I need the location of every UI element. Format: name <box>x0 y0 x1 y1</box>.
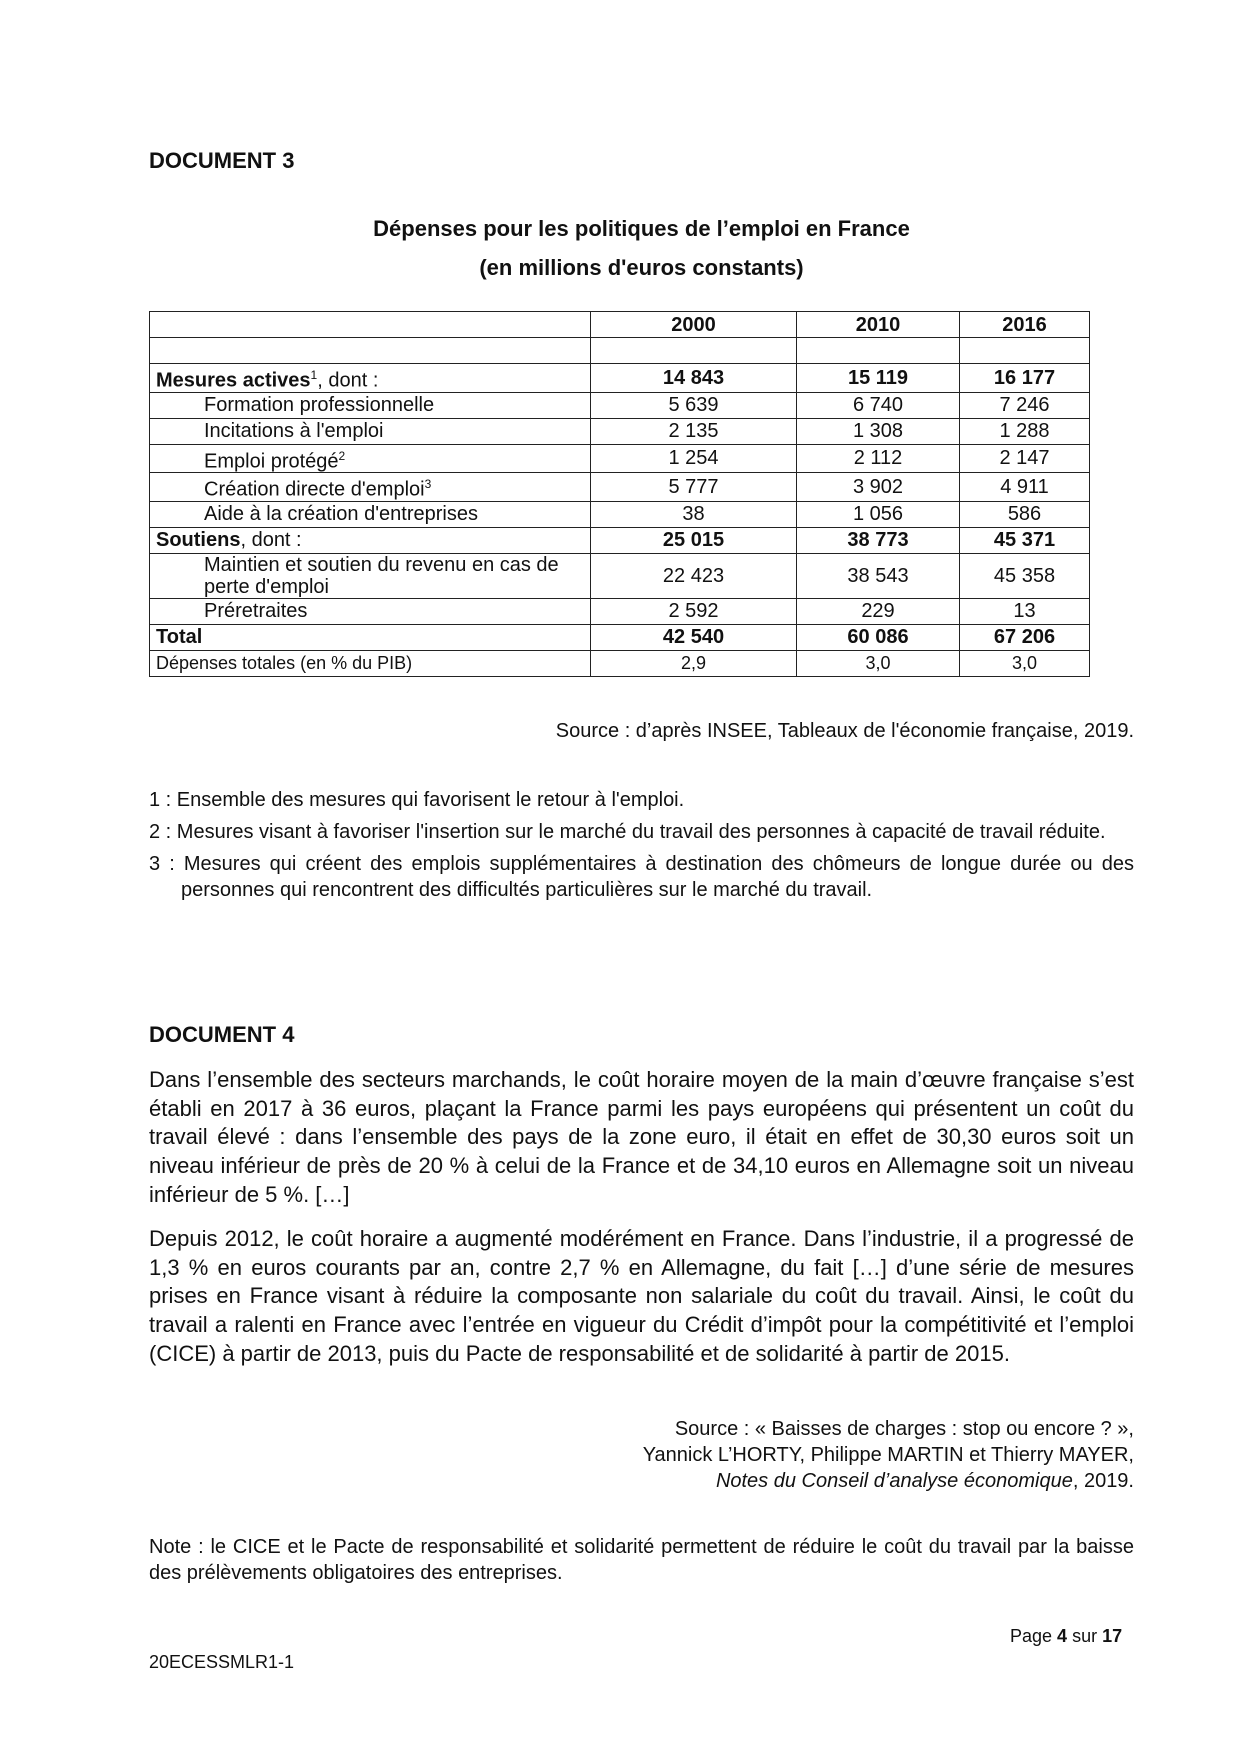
value-cell: 6 740 <box>797 392 960 418</box>
value-cell: 1 288 <box>960 418 1090 444</box>
value-cell: 16 177 <box>960 364 1090 393</box>
source-line <box>149 1468 1134 1494</box>
value-cell: 15 119 <box>797 364 960 393</box>
doc3-subtitle: (en millions d'euros constants) <box>479 255 804 280</box>
source-publication: Notes du Conseil d’analyse économique <box>715 1470 1073 1492</box>
row-label-text: Préretraites <box>204 600 308 623</box>
value-cell: 1 254 <box>591 444 797 473</box>
footnote-ref: 1 <box>310 368 318 382</box>
value-cell: 45 358 <box>960 553 1090 598</box>
page-number <box>1010 1626 1122 1647</box>
value-cell: 7 246 <box>960 392 1090 418</box>
row-label-text: Mesures actives <box>156 369 311 392</box>
table-row <box>150 473 1090 502</box>
table-row <box>150 364 1090 393</box>
page-total: 17 <box>1102 1626 1123 1646</box>
value-cell: 14 843 <box>591 364 797 393</box>
doc4-paragraph-2: Depuis 2012, le coût horaire a augmenté modérément en France. Dans l’industrie, il a progressé de 1,3 % en euros courants par an, contre 2,7 % en Allemagne, du fait […] d’une série de mesures prises en France visant à réduire la composante non salariale du coût du travail. Ainsi, le coût du travail a ralenti en France avec l’entrée en vigueur du Crédit d’impôt pour la compétitivité et l’emploi (CICE) à partir de 2013, puis du Pacte de responsabilité et de solidarité à partir de 2015. <box>149 1226 1134 1366</box>
row-label-text: Emploi protégé <box>204 450 339 473</box>
header-row <box>150 312 1090 338</box>
value-cell: 3,0 <box>797 650 960 676</box>
row-label-suffix: , dont : <box>240 529 302 552</box>
table-row <box>150 444 1090 473</box>
row-label <box>150 624 591 650</box>
row-label <box>150 444 591 473</box>
value-cell: 13 <box>960 598 1090 624</box>
row-label-text: Soutiens <box>156 529 241 552</box>
source-year: , 2019. <box>1072 1470 1134 1492</box>
value-cell: 60 086 <box>797 624 960 650</box>
value-cell: 45 371 <box>960 527 1090 553</box>
footnotes <box>149 787 1134 909</box>
footnote: 2 : Mesures visant à favoriser l'insertion sur le marché du travail des personnes à capacité de travail réduite. <box>149 821 1106 843</box>
cell <box>797 338 960 364</box>
footnote-ref: 3 <box>424 477 432 492</box>
row-label-text: Dépenses totales (en % du PIB) <box>156 653 413 674</box>
value-cell: 2 592 <box>591 598 797 624</box>
row-label-suffix: , dont : <box>317 369 379 392</box>
row-label <box>150 553 591 598</box>
value-cell: 22 423 <box>591 553 797 598</box>
header-cell <box>150 312 591 338</box>
doc4-heading: DOCUMENT 4 <box>149 1022 295 1047</box>
footnote: 3 : Mesures qui créent des emplois supplémentaires à destination des chômeurs de longue durée ou des personnes qui rencontrent des difficultés particulières sur le marché du travail. <box>149 853 1134 901</box>
cell <box>150 338 591 364</box>
row-label <box>150 598 591 624</box>
value-cell: 586 <box>960 501 1090 527</box>
value-cell: 1 308 <box>797 418 960 444</box>
value-cell: 3,0 <box>960 650 1090 676</box>
row-label <box>150 527 591 553</box>
table-row <box>150 501 1090 527</box>
year-header: 2010 <box>797 312 960 338</box>
page-current: 4 <box>1057 1626 1068 1646</box>
footnote-ref: 2 <box>338 448 346 463</box>
value-cell: 229 <box>797 598 960 624</box>
value-cell: 38 773 <box>797 527 960 553</box>
year-header: 2016 <box>960 312 1090 338</box>
source-line: Yannick L’HORTY, Philippe MARTIN et Thierry MAYER, <box>642 1444 1134 1466</box>
value-cell: 2 112 <box>797 444 960 473</box>
footnote: 1 : Ensemble des mesures qui favorisent le retour à l'emploi. <box>149 789 685 811</box>
row-label-text: Aide à la création d'entreprises <box>204 503 478 526</box>
row-label <box>150 473 591 502</box>
page-sep: sur <box>1067 1626 1103 1646</box>
doc4-paragraph-1: Dans l’ensemble des secteurs marchands, le coût horaire moyen de la main d’œuvre française s’est établi en 2017 à 36 euros, plaçant la France parmi les pays européens qui présentent un coût du travail élevé : dans l’ensemble des pays de la zone euro, il était en effet de 30,30 euros soit un niveau inférieur de près de 20 % à celui de la France et de 34,10 euros en Allemagne soit un niveau inférieur de 5 %. […] <box>149 1067 1134 1207</box>
row-label-text: Maintien et soutien du revenu en cas de perte d'emploi <box>204 553 559 598</box>
value-cell: 38 <box>591 501 797 527</box>
value-cell: 2,9 <box>591 650 797 676</box>
value-cell: 5 639 <box>591 392 797 418</box>
source-line: Source : « Baisses de charges : stop ou encore ? », <box>674 1418 1134 1440</box>
table-row <box>150 553 1090 598</box>
value-cell: 1 056 <box>797 501 960 527</box>
doc3-source: Source : d’après INSEE, Tableaux de l'économie française, 2019. <box>555 720 1134 742</box>
value-cell: 25 015 <box>591 527 797 553</box>
spending-table <box>149 311 1090 677</box>
table-row <box>150 598 1090 624</box>
row-label-text: Formation professionnelle <box>204 394 435 417</box>
table-row <box>150 418 1090 444</box>
table-row <box>150 392 1090 418</box>
row-label-text: Total <box>156 626 203 649</box>
row-label <box>150 650 591 676</box>
empty-row <box>150 338 1090 364</box>
value-cell: 2 147 <box>960 444 1090 473</box>
value-cell: 4 911 <box>960 473 1090 502</box>
row-label-text: Incitations à l'emploi <box>204 420 384 443</box>
row-label <box>150 501 591 527</box>
doc3-title: Dépenses pour les politiques de l’emploi en France <box>373 216 910 241</box>
table-row <box>150 650 1090 676</box>
page-label: Page <box>1010 1626 1058 1646</box>
table-row <box>150 624 1090 650</box>
exam-code: 20ECESSMLR1-1 <box>149 1652 295 1672</box>
doc3-heading: DOCUMENT 3 <box>149 148 295 173</box>
row-label-text: Création directe d'emploi <box>204 478 425 501</box>
value-cell: 3 902 <box>797 473 960 502</box>
value-cell: 42 540 <box>591 624 797 650</box>
value-cell: 67 206 <box>960 624 1090 650</box>
value-cell: 5 777 <box>591 473 797 502</box>
row-label <box>150 418 591 444</box>
row-label <box>150 392 591 418</box>
table-row <box>150 527 1090 553</box>
value-cell: 38 543 <box>797 553 960 598</box>
row-label <box>150 364 591 393</box>
cell <box>960 338 1090 364</box>
value-cell: 2 135 <box>591 418 797 444</box>
doc4-source <box>149 1416 1134 1494</box>
cell <box>591 338 797 364</box>
year-header: 2000 <box>591 312 797 338</box>
doc4-note: Note : le CICE et le Pacte de responsabilité et solidarité permettent de réduire le coût du travail par la baisse des prélèvements obligatoires des entreprises. <box>149 1536 1134 1584</box>
